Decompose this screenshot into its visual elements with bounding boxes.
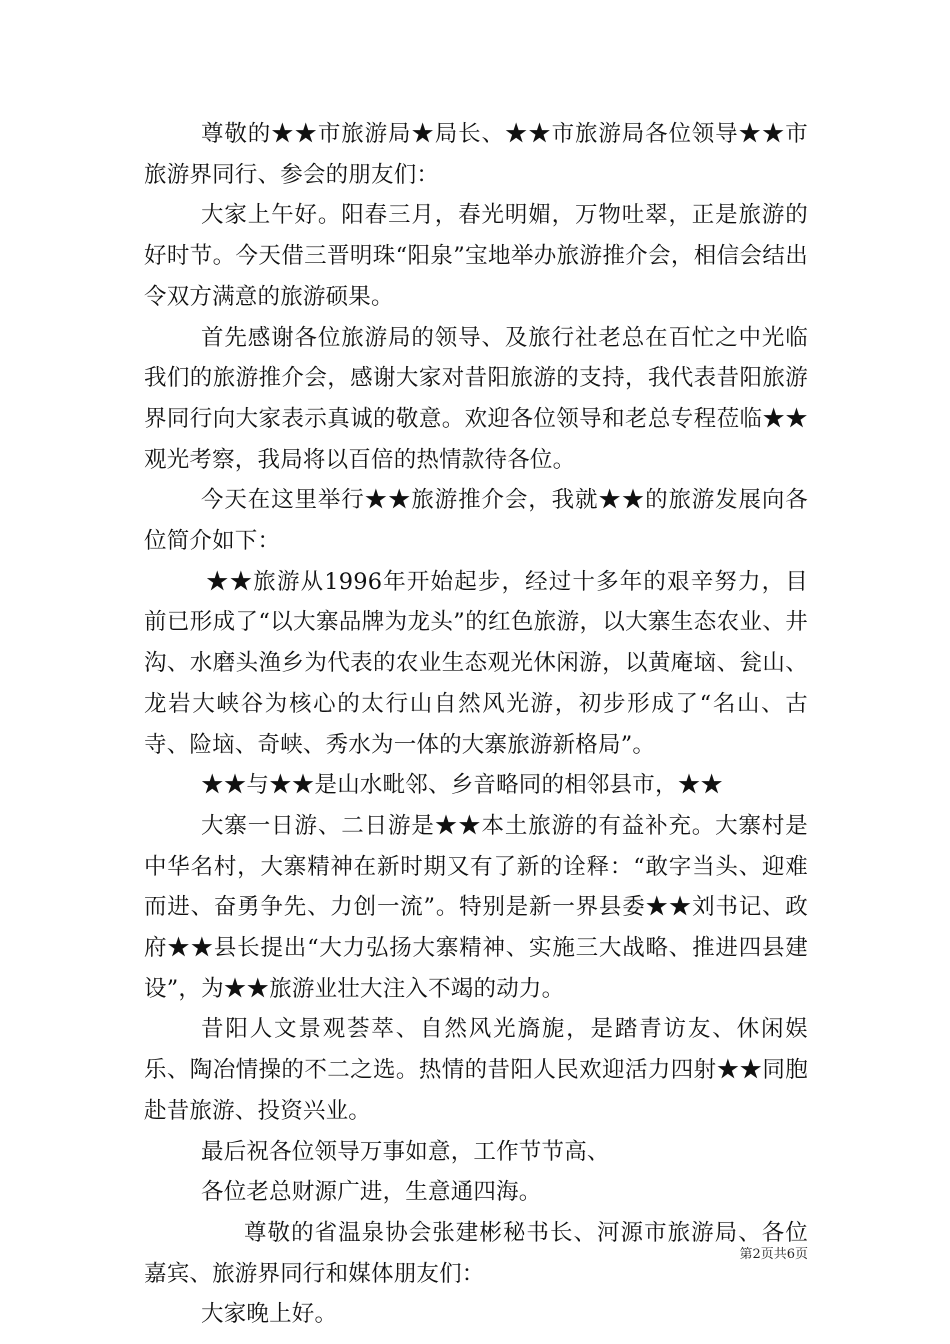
intro-paragraph: 今天在这里举行★★旅游推介会，我就★★的旅游发展向各位简介如下： bbox=[144, 487, 808, 555]
neighbor-paragraph: ★★与★★是山水毗邻、乡音略同的相邻县市，★★ bbox=[201, 772, 724, 799]
evening-greeting-paragraph: 大家晚上好。 bbox=[201, 1301, 338, 1328]
dazhai-paragraph: 大寨一日游、二日游是★★本土旅游的有益补充。大寨村是中华名村，大寨精神在新时期又有了新的诠释：“敢字当头、迎难而进、奋勇争先、力创一流”。特别是新一界县委★★刘书记、政府★★县长提出“大力弘扬大寨精神、实施三大战略、推进四县建设”，为★★旅游业壮大注入不竭的动力。 bbox=[144, 812, 808, 1002]
closing-wish-paragraph-2: 各位老总财源广进，生意通四海。 bbox=[201, 1179, 542, 1206]
thanks-paragraph: 首先感谢各位旅游局的领导、及旅行社老总在百忙之中光临我们的旅游推介会，感谢大家对昔阳旅游的支持，我代表昔阳旅游界同行向大家表示真诚的敬意。欢迎各位领导和老总专程莅临★★观光考察，我局将以百倍的热情款待各位。 bbox=[144, 324, 808, 473]
tourism-history-paragraph: ★★旅游从1996年开始起步，经过十多年的艰辛努力，目前已形成了“以大寨品牌为龙头”的红色旅游，以大寨生态农业、井沟、水磨头渔乡为代表的农业生态观光休闲游，以黄庵垴、瓮山、龙岩大峡谷为核心的太行山自然风光游，初步形成了“名山、古寺、险垴、奇峡、秀水为一体的大寨旅游新格局”。 bbox=[144, 568, 808, 758]
greeting-paragraph: 尊敬的★★市旅游局★局长、★★市旅游局各位领导★★市旅游界同行、参会的朋友们： bbox=[144, 121, 808, 188]
second-greeting-paragraph: 尊敬的省温泉协会张建彬秘书长、河源市旅游局、各位嘉宾、旅游界同行和媒体朋友们： bbox=[144, 1219, 808, 1287]
opening-paragraph: 大家上午好。阳春三月，春光明媚，万物吐翠，正是旅游的好时节。今天借三晋明珠“阳泉”宝地举办旅游推介会，相信会结出令双方满意的旅游硕果。 bbox=[144, 202, 808, 310]
closing-wish-paragraph-1: 最后祝各位领导万事如意，工作节节高、 bbox=[201, 1138, 610, 1165]
page-number: 第2页共6页 bbox=[739, 1247, 808, 1262]
document-body bbox=[144, 114, 808, 1335]
xiyang-paragraph: 昔阳人文景观荟萃、自然风光旖旎，是踏青访友、休闲娱乐、陶冶情操的不二之选。热情的昔阳人民欢迎活力四射★★同胞赴昔旅游、投资兴业。 bbox=[144, 1016, 808, 1124]
